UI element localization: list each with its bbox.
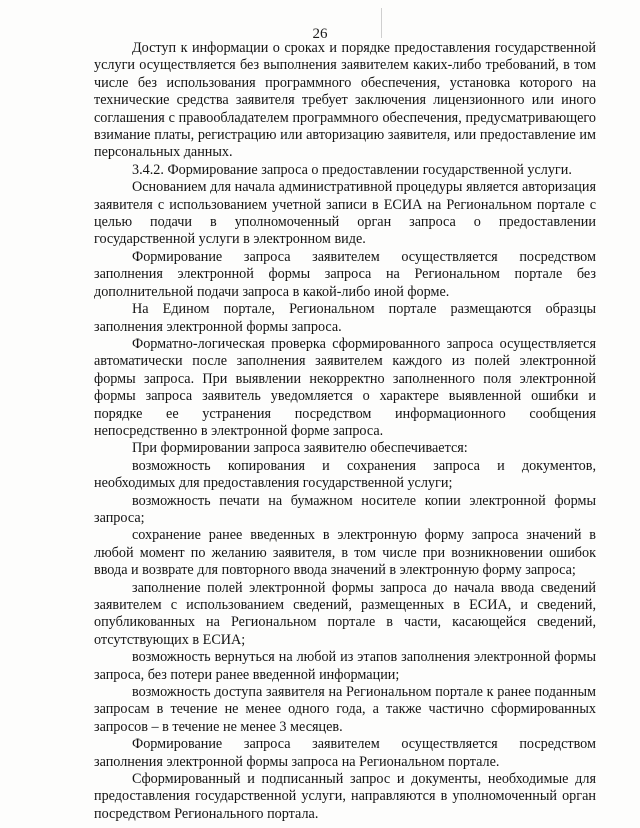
list-item-return-step: возможность вернуться на любой из этапов заполнения электронной формы запроса, без потери ранее введенной информации; — [94, 649, 596, 683]
list-item-copy-save: возможность копирования и сохранения запроса и документов, необходимых для предоставления государственной услуги; — [94, 457, 596, 492]
paragraph-format-check: Форматно-логическая проверка сформированного запроса осуществляется автоматически после заполнения заявителем каждого из полей электронной формы запроса. При выявлении некорректно заполненного поля электронной формы запроса заявитель уведомляется о характере выявленной ошибки и порядке ее устранения посредством информационного сообщения непосредственно в электронной форме запроса. — [94, 335, 596, 439]
section-heading-3-4-2: 3.4.2. Формирование запроса о предоставлении государственной услуги. — [132, 161, 572, 178]
paragraph-submission: Сформированный и подписанный запрос и документы, необходимые для предоставления государственной услуги, направляются в уполномоченный орган посредством Регионального портала. — [94, 771, 596, 822]
paragraph-form-filling: Формирование запроса заявителем осуществляется посредством заполнения электронной формы запроса на Региональном портале без дополнительной подачи запроса в какой-либо иной форме. — [94, 248, 596, 300]
page-number: 26 — [312, 26, 328, 42]
list-item-print: возможность печати на бумажном носителе копии электронной формы запроса; — [94, 492, 596, 526]
paragraph-form-on-portal: Формирование запроса заявителем осуществляется посредством заполнения электронной формы запроса на Региональном портале. — [94, 736, 596, 770]
list-item-prefill: заполнение полей электронной формы запроса до начала ввода сведений заявителем с использованием сведений, размещенных в ЕСИА, и сведений, опубликованных на Региональном портале в части, касающейся сведений, отсутствующих в ЕСИА; — [94, 579, 596, 648]
paragraph-access-info: Доступ к информации о сроках и порядке предоставления государственной услуги осуществляется без выполнения заявителем каких-либо требований, в том числе без использования программного обеспечения, установка которого на технические средства заявителя требует заключения лицензионного или иного соглашения с правообладателем программного обеспечения, предусматривающего взимание платы, регистрацию или авторизацию заявителя, или предоставление им персональных данных. — [94, 40, 596, 161]
list-item-access-previous: возможность доступа заявителя на Региональном портале к ранее поданным запросам в течение не менее одного года, а также частично сформированных запросов – в течение не менее 3 месяцев. — [94, 684, 596, 735]
paragraph-basis: Основанием для начала административной процедуры является авторизация заявителя с использованием учетной записи в ЕСИА на Региональном портале с целью подачи в уполномоченный орган запроса о предоставлении государственной услуги в электронном виде. — [94, 179, 596, 248]
list-item-save-values: сохранение ранее введенных в электронную форму запроса значений в любой момент по желанию заявителя, в том числе при возникновении ошибок ввода и возврате для повторного ввода значений в электронную форму запроса; — [94, 527, 596, 579]
paragraph-samples: На Едином портале, Региональном портале размещаются образцы заполнения электронной формы запроса. — [94, 301, 596, 335]
paragraph-provided-list-intro: При формировании запроса заявителю обеспечивается: — [132, 440, 468, 457]
document-body — [94, 40, 596, 823]
